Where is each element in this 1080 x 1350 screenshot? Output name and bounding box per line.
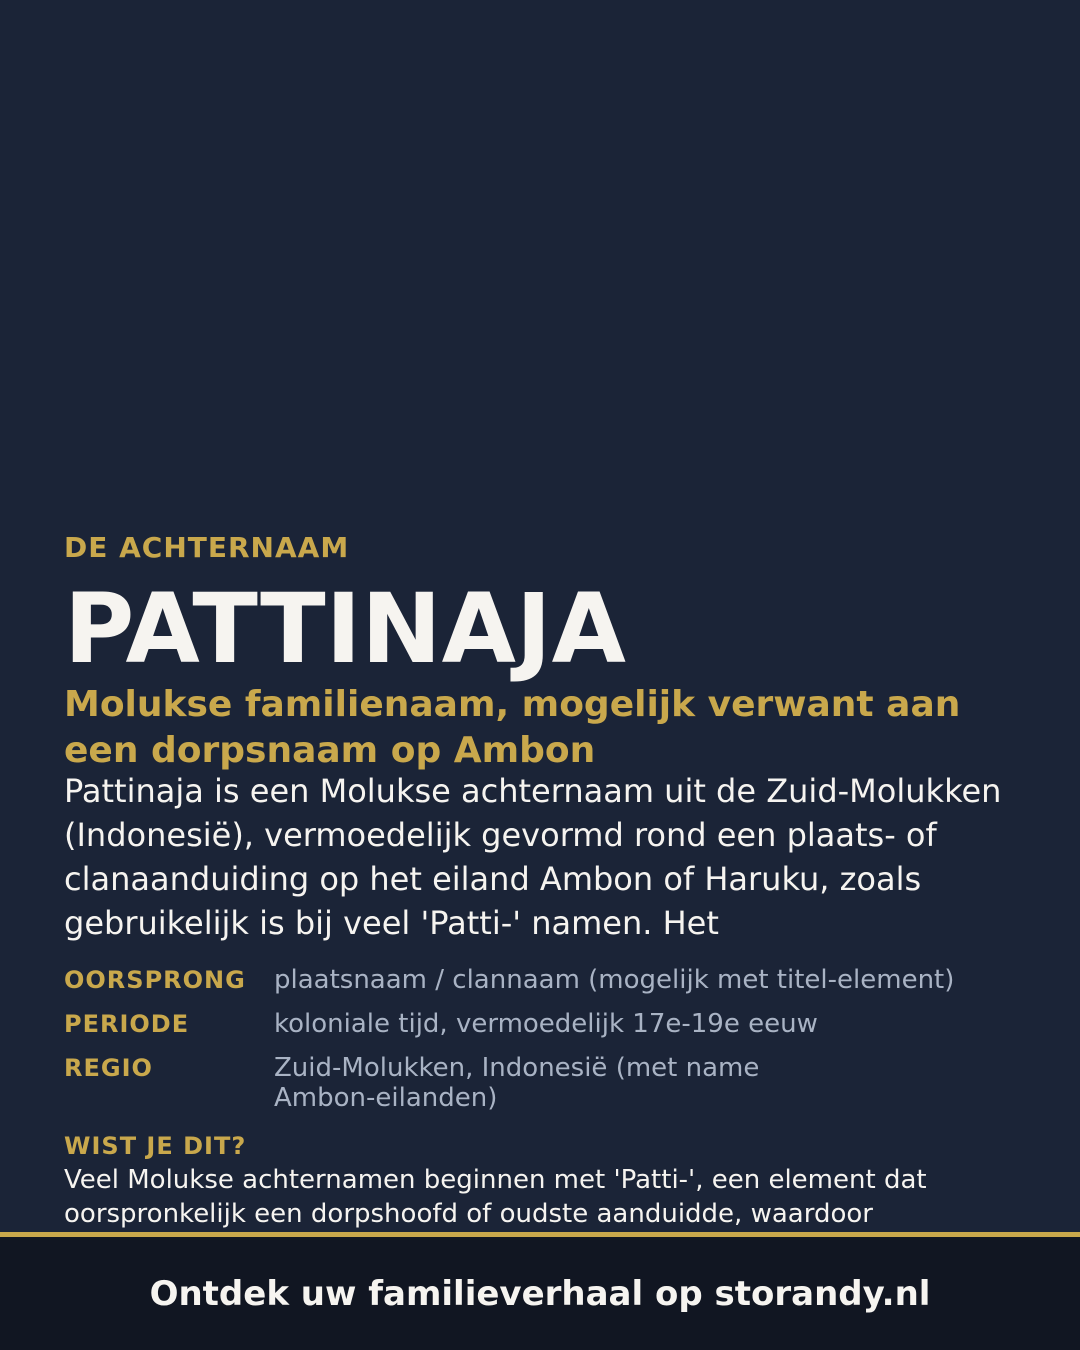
surname-subtitle: Molukse familienaam, mogelijk verwant aan een dorpsnaam op Ambon [64, 684, 961, 771]
fact-row-region [64, 1052, 1024, 1113]
surname-description: Pattinaja is een Molukse achternaam uit de Zuid-Molukken (Indonesië), vermoedelijk gevormd rond een plaats- of clanaanduiding op het eiland Ambon of Haruku, zoals gebruikelijk is bij veel 'Patti-' namen. Het [64, 772, 1002, 942]
fact-label: OORSPRONG [64, 966, 246, 994]
eyebrow-label: DE ACHTERNAAM [64, 531, 350, 564]
surname-title: PATTINAJA [64, 573, 626, 685]
fact-value: Zuid-Molukken, Indonesië (met name Ambon-eilanden) [274, 1053, 760, 1113]
fact-label: REGIO [64, 1054, 153, 1082]
fact-value: plaatsnaam / clannaam (mogelijk met titel-element) [274, 965, 955, 995]
trivia-heading: WIST JE DIT? [64, 1132, 247, 1160]
fact-value: koloniale tijd, vermoedelijk 17e-19e eeuw [274, 1009, 818, 1039]
footer-cta-link[interactable]: Ontdek uw familieverhaal op storandy.nl [149, 1273, 931, 1314]
trivia-text: Veel Molukse achternamen beginnen met 'Patti-', een element dat oorspronkelijk een dorpshoofd of oudste aanduidde, waardoor [64, 1165, 927, 1229]
footer-banner[interactable] [0, 1232, 1080, 1350]
facts-list [64, 964, 1024, 1125]
fact-row-origin [64, 964, 1024, 996]
fact-label: PERIODE [64, 1010, 190, 1038]
fact-row-period [64, 1008, 1024, 1040]
